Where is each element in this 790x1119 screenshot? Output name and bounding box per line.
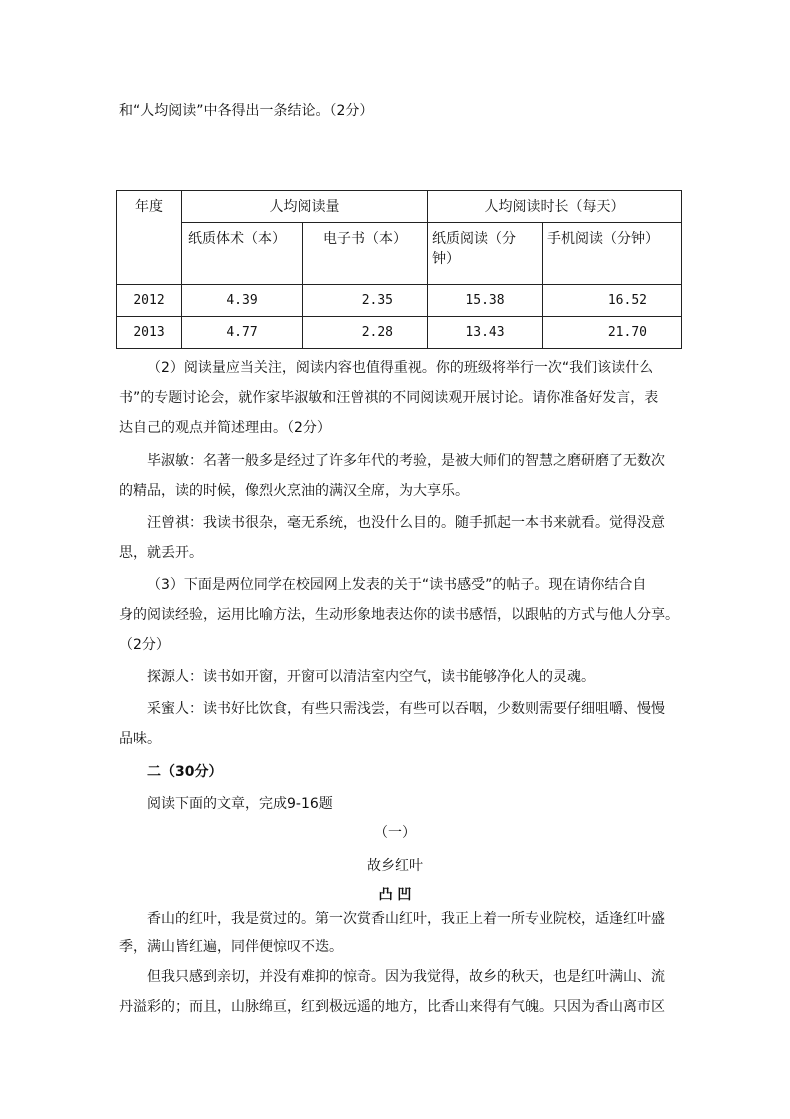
q3-line: 身的阅读经验，运用比喻方法，生动形象地表达你的读书感悟，以跟帖的方式与他人分享。 [119,607,679,623]
cell-phone-minutes: 16.52 [543,285,682,317]
cell-ebooks: 2.28 [303,317,428,349]
article-author: 凸 凹 [378,887,412,903]
paragraph-line: 但我只感到亲切，并没有难抑的惊奇。因为我觉得，故乡的秋天，也是红叶满山、流 [147,969,665,985]
q3-line: （2分） [119,637,170,653]
header-reading-volume: 人均阅读量 [182,191,428,223]
reading-data-table [116,190,682,349]
table-row [117,317,682,349]
cell-paper-minutes: 15.38 [428,285,543,317]
cell-paper-books: 4.77 [182,317,303,349]
quote-bishumin: 的精品，读的时候，像烈火烹油的满汉全席，为大享乐。 [119,483,469,499]
paragraph-line: 季，满山皆红遍，同伴便惊叹不迭。 [119,939,343,955]
section-heading: 二（30分） [147,764,223,780]
cell-ebooks: 2.35 [303,285,428,317]
cell-phone-minutes: 21.70 [543,317,682,349]
subheader-paper-minutes: 纸质阅读（分钟） [428,223,543,285]
section-instruction: 阅读下面的文章，完成9-16题 [147,796,333,812]
post-caimi: 采蜜人：读书好比饮食，有些只需浅尝，有些可以吞咽，少数则需要仔细咀嚼、慢慢 [147,701,665,717]
cell-year: 2013 [117,317,182,349]
cell-paper-minutes: 13.43 [428,317,543,349]
paragraph-line: 丹溢彩的；而且，山脉绵亘，红到极远遥的地方，比香山来得有气魄。只因为香山离市区 [119,999,665,1015]
subheader-phone-minutes: 手机阅读（分钟） [543,223,682,285]
quote-bishumin: 毕淑敏：名著一般多是经过了许多年代的考验，是被大师们的智慧之磨研磨了无数次 [147,453,665,469]
post-tanyuan: 探源人：读书如开窗，开窗可以清洁室内空气，读书能够净化人的灵魂。 [147,669,595,685]
post-caimi: 品味。 [119,731,161,747]
paragraph-line: 香山的红叶，我是赏过的。第一次赏香山红叶，我正上着一所专业院校，适逢红叶盛 [147,911,665,927]
q2-line: 书”的专题讨论会，就作家毕淑敏和汪曾祺的不同阅读观开展讨论。请你准备好发言，表 [119,390,659,406]
header-reading-time: 人均阅读时长（每天） [428,191,682,223]
q3-line: （3）下面是两位同学在校园网上发表的关于“读书感受”的帖子。现在请你结合自 [147,577,647,593]
subheader-paper-books: 纸质体术（本） [182,223,303,285]
intro-line: 和“人均阅读”中各得出一条结论。（2分） [119,103,374,119]
q2-line: 达自己的观点并简述理由。（2分） [119,420,331,436]
header-year: 年度 [117,191,182,285]
cell-year: 2012 [117,285,182,317]
part-label: （一） [374,825,416,841]
quote-wang: 思，就丢开。 [119,545,203,561]
table-row [117,285,682,317]
cell-paper-books: 4.39 [182,285,303,317]
q2-line: （2）阅读量应当关注，阅读内容也值得重视。你的班级将举行一次“我们该读什么 [147,360,654,376]
subheader-ebooks: 电子书（本） [303,223,428,285]
quote-wang: 汪曾祺：我读书很杂，毫无系统，也没什么目的。随手抓起一本书来就看。觉得没意 [147,515,665,531]
article-title: 故乡红叶 [367,858,423,874]
